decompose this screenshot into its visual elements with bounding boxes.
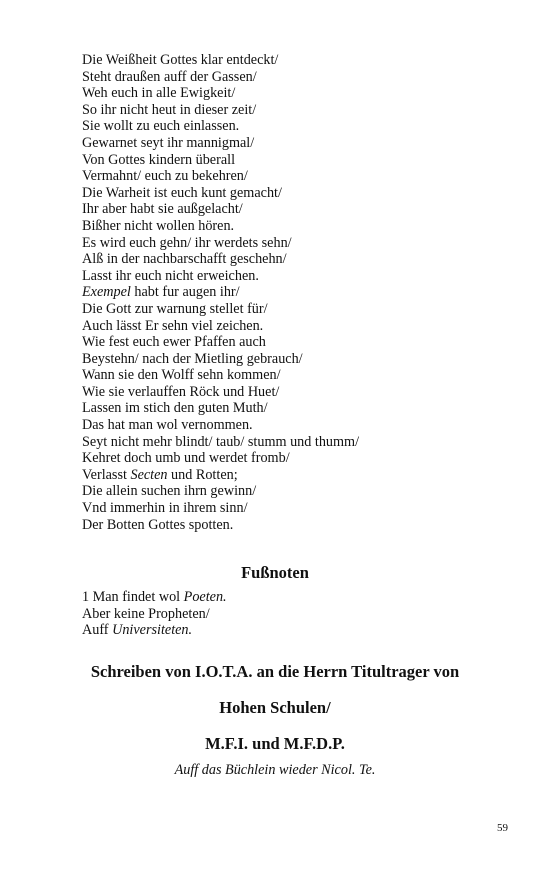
poem-text: Gewarnet seyt ihr mannigmal/	[82, 134, 255, 151]
section-subtitle: Auff das Büchlein wieder Nicol. Te.	[174, 762, 376, 778]
poem-text: Wann sie den Wolff sehn kommen/	[82, 367, 281, 384]
poem-line	[82, 351, 502, 368]
footnote-line	[82, 589, 502, 606]
poem-line	[82, 85, 502, 102]
poem-line	[82, 185, 502, 202]
poem-line	[82, 500, 502, 517]
poem-line	[82, 367, 502, 384]
poem-text: Kehret doch umb und werdet fromb/	[82, 450, 290, 467]
poem-text	[82, 52, 502, 533]
poem-line	[82, 235, 502, 252]
poem-text: So ihr nicht heut in dieser zeit/	[82, 101, 257, 118]
poem-text: Auch lässt Er sehn viel zeichen.	[82, 317, 264, 334]
poem-text: Steht draußen auff der Gassen/	[82, 68, 257, 85]
poem-line	[82, 135, 502, 152]
poem-line	[82, 69, 502, 86]
section-title-line-3: M.F.I. und M.F.D.P.	[205, 734, 345, 753]
section-title-line-2: Hohen Schulen/	[219, 698, 331, 717]
poem-text: Es wird euch gehn/ ihr werdets sehn/	[82, 234, 292, 251]
footnote-text: Universiteten.	[112, 622, 193, 639]
footnote-text: Auff	[82, 622, 113, 639]
poem-text: Wie sie verlauffen Röck und Huet/	[82, 383, 280, 400]
poem-text: Vnd immerhin in ihrem sinn/	[82, 500, 248, 517]
footnote-text: 1 Man findet wol	[82, 589, 184, 605]
poem-line	[82, 201, 502, 218]
poem-text: Bißher nicht wollen hören.	[82, 217, 235, 234]
poem-text: Das hat man wol vernommen.	[82, 417, 253, 434]
poem-text: Alß in der nachbarschafft geschehn/	[82, 251, 287, 268]
poem-text: Die Warheit ist euch kunt gemacht/	[82, 184, 282, 201]
poem-text: Von Gottes kindern überall	[82, 151, 236, 168]
section-title-line-1: Schreiben von I.O.T.A. an die Herrn Titultrager von	[90, 662, 460, 681]
poem-line	[82, 102, 502, 119]
poem-line	[82, 334, 502, 351]
poem-text: Verlasst	[82, 466, 131, 483]
poem-line	[82, 168, 502, 185]
poem-text: Lasst ihr euch nicht erweichen.	[82, 267, 259, 284]
footnotes-heading: Fußnoten	[241, 563, 309, 582]
poem-line	[82, 284, 502, 301]
footnote-text: Poeten.	[183, 589, 227, 605]
poem-line	[82, 400, 502, 417]
poem-line	[82, 434, 502, 451]
poem-line	[82, 384, 502, 401]
poem-line	[82, 417, 502, 434]
poem-line	[82, 318, 502, 335]
footnote-line	[82, 606, 502, 623]
poem-line	[82, 152, 502, 169]
poem-line	[82, 467, 502, 484]
poem-line	[82, 450, 502, 467]
poem-text: Die allein suchen ihrn gewinn/	[82, 483, 257, 500]
poem-line	[82, 251, 502, 268]
poem-line	[82, 301, 502, 318]
footnote-text: Aber keine Propheten/	[82, 605, 210, 622]
poem-line	[82, 52, 502, 69]
poem-text: Der Botten Gottes spotten.	[82, 516, 234, 533]
poem-text: Beystehn/ nach der Mietling gebrauch/	[82, 350, 303, 367]
footnotes-list	[82, 589, 502, 639]
poem-text: Wie fest euch ewer Pfaffen auch	[82, 334, 266, 351]
poem-text: Die Weißheit Gottes klar entdeckt/	[82, 52, 279, 68]
page-number: 59	[497, 822, 508, 834]
poem-text: habt fur augen ihr/	[130, 284, 240, 301]
poem-text: Seyt nicht mehr blindt/ taub/ stumm und thumm/	[82, 433, 360, 450]
footnote-line	[82, 622, 502, 639]
poem-text: und Rotten;	[167, 466, 238, 483]
poem-line	[82, 218, 502, 235]
poem-line	[82, 517, 502, 534]
poem-text: Exempel	[82, 284, 131, 301]
poem-text: Ihr aber habt sie außgelacht/	[82, 201, 243, 218]
poem-line	[82, 118, 502, 135]
poem-text: Die Gott zur warnung stellet für/	[82, 300, 268, 317]
poem-text: Secten	[130, 466, 168, 483]
poem-line	[82, 483, 502, 500]
poem-line	[82, 268, 502, 285]
poem-text: Lassen im stich den guten Muth/	[82, 400, 268, 417]
poem-text: Sie wollt zu euch einlassen.	[82, 118, 240, 135]
poem-text: Vermahnt/ euch zu bekehren/	[82, 168, 248, 185]
poem-text: Weh euch in alle Ewigkeit/	[82, 85, 236, 102]
